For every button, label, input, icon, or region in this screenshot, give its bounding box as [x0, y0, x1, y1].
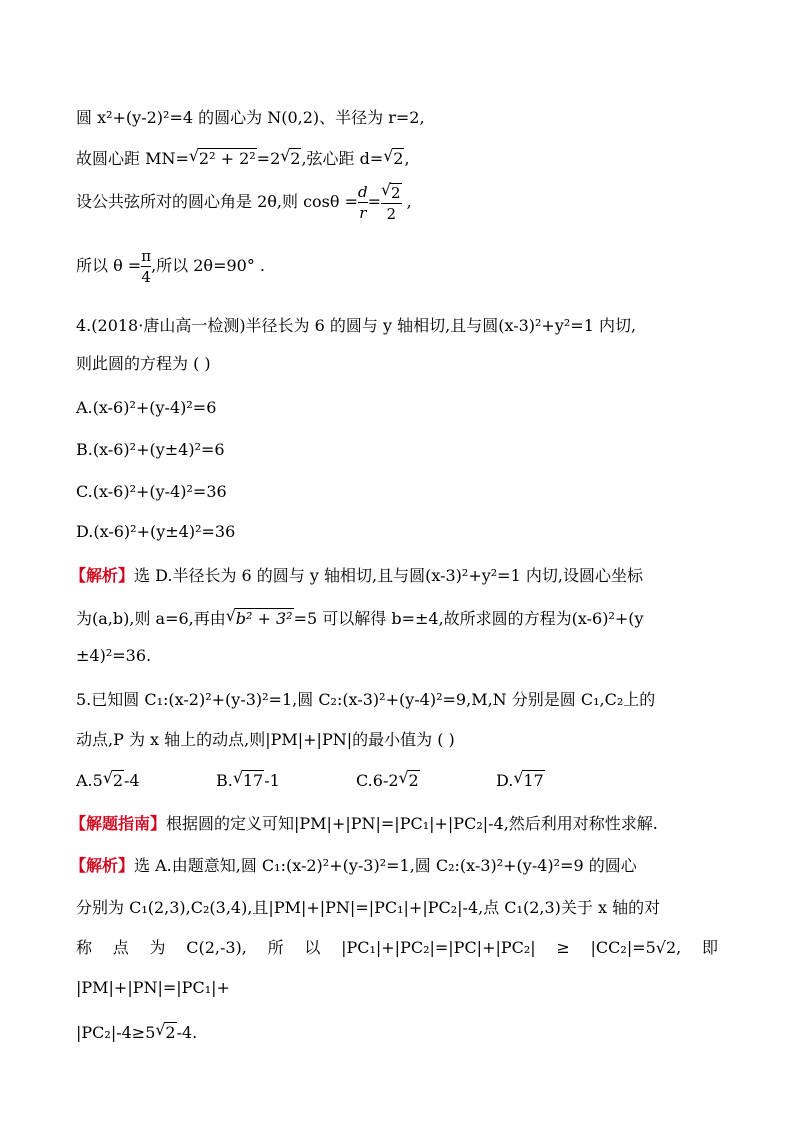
question-5-line-1: 5.已知圆 C₁:(x-2)²+(y-3)²=1,圆 C₂:(x-3)²+(y-4)²=9,M,N 分别是圆 C₁,C₂上的: [76, 690, 656, 709]
analysis-tag: 【解析】: [70, 856, 135, 875]
question-4-option-d: D.(x-6)²+(y±4)²=36: [76, 522, 236, 541]
question-4-line-2: 则此圆的方程为 ( ): [76, 354, 211, 373]
answer-4-line-1: 【解析】选 D.半径长为 6 的圆与 y 轴相切,且与圆(x-3)²+y²=1 内切,设圆心坐标: [70, 566, 643, 585]
fraction-sqrt2-over-2: √ $\frac{2}{2}$: [381, 183, 402, 223]
answer-5-line-4: |PM|+|PN|=|PC₁|+: [76, 978, 230, 997]
fraction-d-over-r: $\frac{d}{r}$: [358, 183, 368, 222]
question-5-option-b: B.√ 17-1: [216, 770, 280, 791]
answer-5-line-3: 称 点 为 C(2,-3), 所 以 |PC₁|+|PC₂|=|PC|+|PC₂| ≥ |CC₂|=5√2, 即: [76, 938, 718, 957]
question-5-option-d: D.√ 17: [496, 770, 545, 791]
analysis-tag: 【解析】: [70, 566, 135, 585]
solution-line-3: 设公共弦所对的圆心角是 2θ,则 cosθ = $\frac{d}{r}$ = √ $\frac{2}{2}$ ,: [76, 182, 412, 223]
question-5-option-c: C.6-2√ 2: [356, 770, 420, 791]
question-4-option-b: B.(x-6)²+(y±4)²=6: [76, 440, 225, 459]
question-4-option-c: C.(x-6)²+(y-4)²=36: [76, 482, 227, 501]
fraction-pi-over-4: $\frac{\pi}{4}$: [141, 247, 152, 286]
question-4-line-1: 4.(2018·唐山高一检测)半径长为 6 的圆与 y 轴相切,且与圆(x-3)²+y²=1 内切,: [76, 316, 637, 335]
answer-5-line-1: 【解析】选 A.由题意知,圆 C₁:(x-2)²+(y-3)²=1,圆 C₂:(x-3)²+(y-4)²=9 的圆心: [70, 856, 637, 875]
question-5-line-2: 动点,P 为 x 轴上的动点,则|PM|+|PN|的最小值为 ( ): [76, 730, 455, 749]
answer-4-line-2: 为(a,b),则 a=6,再由√ b² + 3²=5 可以解得 b=±4,故所求圆的方程为(x-6)²+(y: [76, 608, 644, 629]
answer-5-line-2: 分别为 C₁(2,3),C₂(3,4),且|PM|+|PN|=|PC₁|+|PC₂|-4,点 C₁(2,3)关于 x 轴的对: [76, 898, 661, 917]
question-5-option-a: A.5√ 2-4: [76, 770, 140, 791]
question-4-option-a: A.(x-6)²+(y-4)²=6: [76, 398, 217, 417]
sqrt-expression: √ 2² + 2²: [189, 148, 257, 169]
answer-5-line-5: |PC₂|-4≥5√ 2-4.: [76, 1022, 197, 1043]
answer-4-line-3: ±4)²=36.: [76, 646, 152, 665]
solution-line-4: 所以 θ = $\frac{\pi}{4}$ ,所以 2θ=90° .: [76, 247, 266, 286]
solution-line-2: 故圆心距 MN=√ 2² + 2²=2√ 2,弦心距 d=√ 2,: [76, 148, 410, 169]
solution-line-1: 圆 x²+(y-2)²=4 的圆心为 N(0,2)、半径为 r=2,: [76, 108, 425, 127]
hint-tag: 【解题指南】: [70, 814, 167, 833]
hint-line: 【解题指南】根据圆的定义可知|PM|+|PN|=|PC₁|+|PC₂|-4,然后利用对称性求解.: [70, 814, 658, 833]
